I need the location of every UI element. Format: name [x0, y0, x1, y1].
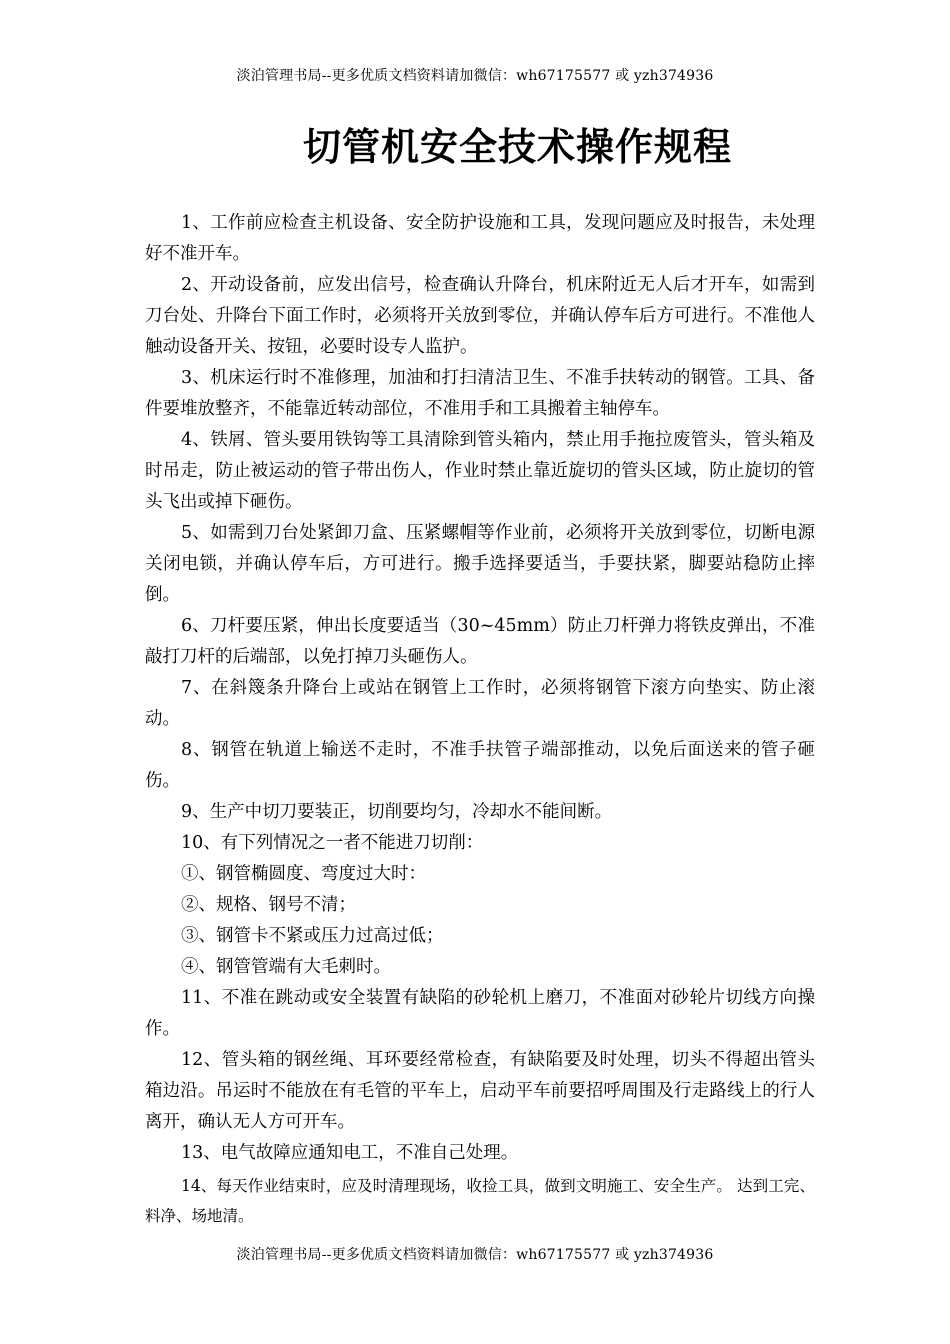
footer-note: 淡泊管理书局--更多优质文档资料请加微信：wh67175577 或 yzh374936 — [236, 1247, 714, 1263]
list-item-1: ①、钢管椭圆度、弯度过大时： — [181, 864, 426, 884]
paragraph-13: 13、电气故障应通知电工，不准自己处理。 — [181, 1143, 519, 1163]
paragraph-6: 6、刀杆要压紧，伸出长度要适当（30~45mm）防止刀杆弹力将铁皮弹出，不准敲打刀杆的后端部，以免打掉刀头砸伤人。 — [145, 616, 815, 667]
paragraph-1: 1、工作前应检查主机设备、安全防护设施和工具，发现问题应及时报告，未处理好不准开车。 — [145, 213, 815, 264]
paragraph-2: 2、开动设备前，应发出信号，检查确认升降台，机床附近无人后才开车，如需到刀台处、升降台下面工作时，必须将开关放到零位，并确认停车后方可进行。不准他人触动设备开关、按钮，必要时设专人监护。 — [145, 275, 815, 357]
list-item-2: ②、规格、钢号不清； — [181, 895, 356, 915]
list-item-3: ③、钢管卡不紧或压力过高过低； — [181, 926, 444, 946]
paragraph-12: 12、管头箱的钢丝绳、耳环要经常检查，有缺陷要及时处理，切头不得超出管头箱边沿。吊运时不能放在有毛管的平车上，启动平车前要招呼周围及行走路线上的行人离开，确认无人方可开车。 — [145, 1050, 815, 1132]
paragraph-3: 3、机床运行时不准修理，加油和打扫清洁卫生、不准手扶转动的钢管。工具、备件要堆放整齐，不能靠近转动部位，不准用手和工具搬着主轴停车。 — [145, 368, 815, 419]
document-title: 切管机安全技术操作规程 — [302, 125, 732, 169]
header-note: 淡泊管理书局--更多优质文档资料请加微信：wh67175577 或 yzh374936 — [236, 68, 714, 84]
paragraph-8: 8、钢管在轨道上输送不走时，不准手扶管子端部推动，以免后面送来的管子砸伤。 — [145, 740, 815, 791]
paragraph-4: 4、铁屑、管头要用铁钩等工具清除到管头箱内，禁止用手拖拉废管头，管头箱及时吊走，防止被运动的管子带出伤人，作业时禁止靠近旋切的管头区域，防止旋切的管头飞出或掉下砸伤。 — [145, 430, 815, 512]
paragraph-11: 11、不准在跳动或安全装置有缺陷的砂轮机上磨刀，不准面对砂轮片切线方向操作。 — [145, 988, 815, 1039]
paragraph-10: 10、有下列情况之一者不能进刀切削： — [181, 833, 484, 853]
list-item-4: ④、钢管管端有大毛刺时。 — [181, 957, 391, 977]
paragraph-14: 14、每天作业结束时，应及时清理现场，收捡工具，做到文明施工、安全生产。 达到工完、料净、场地清。 — [145, 1177, 815, 1225]
document-body — [145, 208, 815, 1231]
paragraph-9: 9、生产中切刀要装正，切削要均匀，冷却水不能间断。 — [181, 802, 613, 822]
paragraph-5: 5、如需到刀台处紧卸刀盒、压紧螺帽等作业前，必须将开关放到零位，切断电源关闭电锁，并确认停车后，方可进行。搬手选择要适当，手要扶紧，脚要站稳防止摔倒。 — [145, 523, 815, 605]
paragraph-7: 7、在斜篾条升降台上或站在钢管上工作时，必须将钢管下滚方向垫实、防止滚动。 — [145, 678, 815, 729]
